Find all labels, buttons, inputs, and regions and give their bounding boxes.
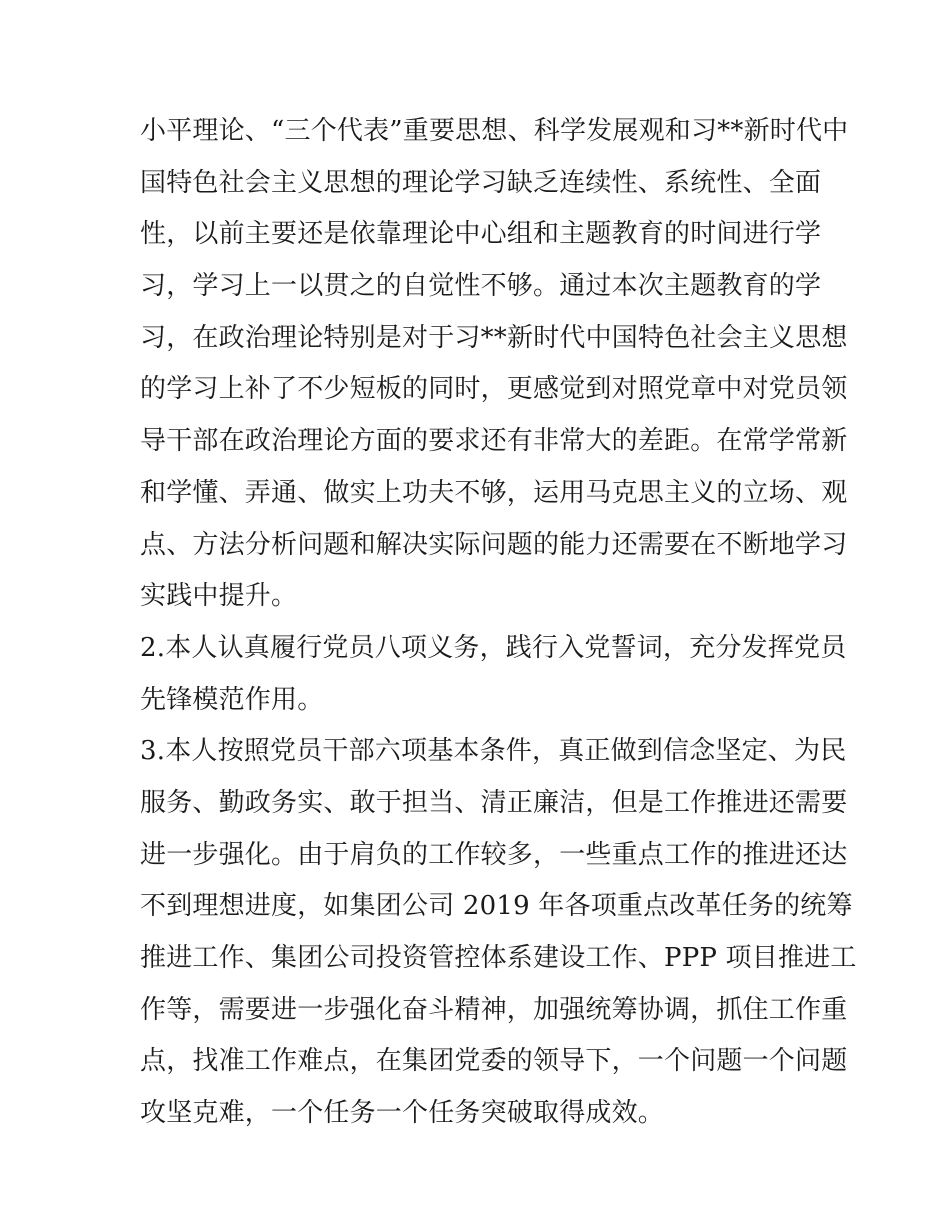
text-line: 和学懂、弄通、做实上功夫不够，运用马克思主义的立场、观 — [140, 477, 848, 508]
text-line: 实践中提升。 — [140, 581, 298, 612]
document-body — [140, 106, 857, 1140]
text-line: 作等，需要进一步强化奋斗精神，加强统筹协调，抓住工作重 — [140, 994, 848, 1025]
text-line: 进一步强化。由于肩负的工作较多，一些重点工作的推进还达 — [140, 839, 848, 870]
text-line: 性，以前主要还是依靠理论中心组和主题教育的时间进行学 — [140, 219, 822, 250]
text-line: 导干部在政治理论方面的要求还有非常大的差距。在常学常新 — [140, 426, 848, 457]
text-line: 的学习上补了不少短板的同时，更感觉到对照党章中对党员领 — [140, 374, 848, 405]
text-line: 国特色社会主义思想的理论学习缺乏连续性、系统性、全面 — [140, 167, 822, 198]
text-line: 不到理想进度，如集团公司 2019 年各项重点改革任务的统筹 — [140, 891, 853, 922]
text-line: 点、方法分析问题和解决实际问题的能力还需要在不断地学习 — [140, 529, 848, 560]
text-line: 3.本人按照党员干部六项基本条件，真正做到信念坚定、为民 — [140, 736, 847, 767]
text-line: 攻坚克难，一个任务一个任务突破取得成效。 — [140, 1098, 665, 1129]
text-line: 2.本人认真履行党员八项义务，践行入党誓词，充分发挥党员 — [140, 632, 847, 663]
text-line: 小平理论、“三个代表”重要思想、科学发展观和习**新时代中 — [140, 116, 849, 146]
text-line: 点，找准工作难点，在集团党委的领导下，一个问题一个问题 — [140, 1046, 848, 1077]
text-line: 习，学习上一以贯之的自觉性不够。通过本次主题教育的学 — [140, 271, 822, 302]
text-line: 先锋模范作用。 — [140, 684, 324, 715]
text-line: 习，在政治理论特别是对于习**新时代中国特色社会主义思想 — [140, 322, 848, 353]
text-line: 服务、勤政务实、敢于担当、清正廉洁，但是工作推进还需要 — [140, 787, 848, 818]
text-line: 推进工作、集团公司投资管控体系建设工作、PPP 项目推进工 — [140, 943, 857, 973]
